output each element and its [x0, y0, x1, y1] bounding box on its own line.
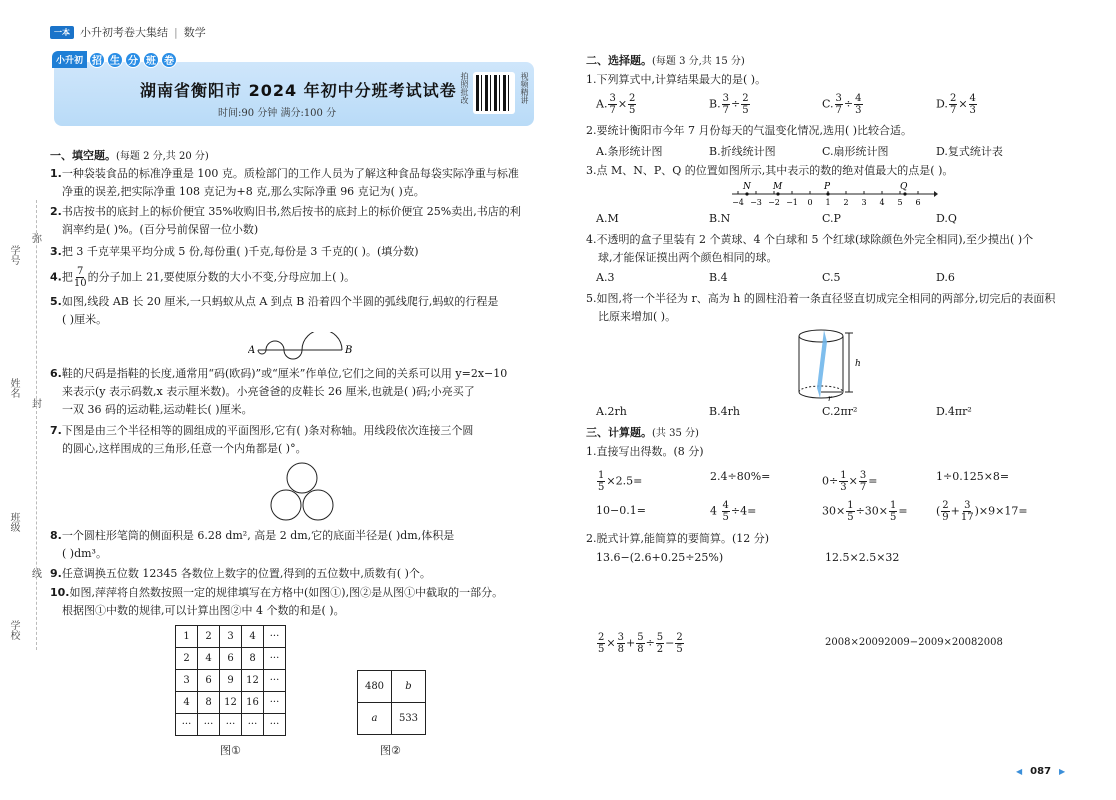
calc-item: 4 $\frac{4}{5}$ ÷4=	[710, 500, 757, 523]
question-7: 7.下图是由三个半径相等的圆组成的平面图形,它有( )条对称轴。用线段依次连接三个圆 的圆心,这样围成的三角形,任意一个内角都是( )°。	[50, 424, 474, 455]
tag-char: 生	[107, 52, 123, 68]
calc-item: $\frac{1}{5}$ ×2.5=	[598, 470, 643, 493]
qr-code-icon[interactable]	[473, 72, 515, 114]
figure1-caption: 图①	[220, 744, 241, 757]
question-10: 10.如图,萍萍将自然数按照一定的规律填写在方格中(如图①),图②是从图①中截取的一部分。 根据图①中数的规律,可以计算出图②中 4 个数的和是( )。	[50, 586, 504, 617]
tag-char: 分	[125, 52, 141, 68]
svg-text:Q: Q	[900, 182, 908, 192]
prev-page-icon[interactable]: ◀	[1016, 767, 1023, 776]
margin-class: 班级	[8, 512, 19, 532]
question-3: 3.把 3 千克苹果平均分成 5 份,每份重( )千克,每份是 3 千克的( )。(填分数)	[50, 245, 419, 258]
margin-name: 姓名	[8, 378, 19, 398]
subject-label: 数学	[183, 26, 206, 39]
svg-text:A: A	[248, 345, 256, 356]
divider: |	[174, 25, 178, 39]
calc-part1-heading: 1.直接写出得数。(8 分)	[586, 445, 704, 458]
calc-item: ( $\frac{2}{9}$ + $\frac{3}{17}$ )×9×17=	[936, 500, 1028, 523]
choice-option-a[interactable]: A. $\frac{3}{7}$ × $\frac{2}{5}$	[596, 93, 636, 116]
series-header	[50, 24, 206, 40]
section3-heading: 三、计算题。(共 35 分)	[586, 426, 699, 439]
svg-text:−4: −4	[732, 198, 744, 207]
choice-option-c[interactable]: C.5	[822, 271, 841, 284]
svg-text:3: 3	[861, 198, 867, 207]
calc-item: 1÷0.125×8=	[936, 470, 1010, 483]
svg-text:−1: −1	[786, 198, 798, 207]
qr-right-caption: 视频精讲	[520, 72, 529, 104]
choice-option-d[interactable]: D.Q	[936, 212, 957, 225]
choice-option-c[interactable]: C.P	[822, 212, 841, 225]
seal-mark: 线	[32, 569, 42, 580]
section1-heading: 一、填空题。(每题 2 分,共 20 分)	[50, 149, 209, 162]
svg-text:B: B	[345, 345, 353, 356]
cylinder-cut-figure	[798, 328, 868, 404]
calc-item: 0÷ $\frac{1}{3}$ × $\frac{3}{7}$ =	[822, 470, 878, 493]
semicircle-path-figure	[248, 332, 358, 368]
question-1: 1.一种袋装食品的标准净重是 100 克。质检部门的工作人员为了解这种食品每袋实际净重与标准 净重的误差,把实际净重 108 克记为+8 克,那么实际净重 96 克记为( )克。	[50, 167, 519, 198]
question-5: 5.如图,线段 AB 长 20 厘米,一只蚂蚁从点 A 到点 B 沿着四个半圆的弧线爬行,蚂蚁的行程是 ( )厘米。	[50, 295, 499, 326]
calc-item: 2008×20092009−2009×20082008	[825, 637, 1003, 648]
choice-option-d[interactable]: D. $\frac{2}{7}$ × $\frac{4}{3}$	[936, 93, 976, 116]
choice-option-c[interactable]: C.2πr²	[822, 405, 858, 418]
svg-text:P: P	[824, 182, 831, 192]
svg-text:−2: −2	[768, 198, 780, 207]
number-grid-figure2: 480 b a 533	[357, 670, 426, 735]
choice-question-3: 3.点 M、N、P、Q 的位置如图所示,其中表示的数的绝对值最大的点是( )。	[586, 164, 954, 177]
calc-item: $\frac{2}{5}$ × $\frac{3}{8}$ + $\frac{5}{8}$ ÷ $\frac{5}{2}$ − $\frac{2}{5}$	[598, 632, 683, 655]
seal-line	[36, 200, 37, 650]
choice-option-c[interactable]: C. $\frac{3}{7}$ ÷ $\frac{4}{3}$	[822, 93, 862, 116]
choice-option-b[interactable]: B.4	[709, 271, 728, 284]
choice-option-b[interactable]: B. $\frac{3}{7}$ ÷ $\frac{2}{5}$	[709, 93, 749, 116]
svg-text:h: h	[855, 359, 861, 369]
choice-option-b[interactable]: B.折线统计图	[709, 145, 776, 158]
calc-item: 10−0.1=	[596, 504, 646, 517]
choice-option-b[interactable]: B.N	[709, 212, 731, 225]
choice-question-4: 4.不透明的盒子里装有 2 个黄球、4 个白球和 5 个红球(球除颜色外完全相同),至少摸出( )个 球,才能保证摸出两个颜色相同的球。	[586, 233, 1034, 264]
number-grid-figure1: 1 2 3 4 ··· 2 4 6 8 ··· 3 6 9 12 ··· 4 8 12 16 ··· ··· ··· ··· ··· ···	[175, 625, 286, 736]
three-circles-figure	[262, 462, 342, 528]
brand-logo: 一本	[50, 26, 74, 39]
choice-option-d[interactable]: D.复式统计表	[936, 145, 1003, 158]
figure2-caption: 图②	[380, 744, 401, 757]
question-2: 2.书店按书的底封上的标价便宜 35%收购旧书,然后按书的底封上的标价便宜 25%卖出,书店的利 润率约是( )%。(百分号前保留一位小数)	[50, 205, 521, 236]
choice-option-d[interactable]: D.6	[936, 271, 955, 284]
choice-option-a[interactable]: A.条形统计图	[596, 145, 663, 158]
choice-question-2: 2.要统计衡阳市今年 7 月份每天的气温变化情况,选用( )比较合适。	[586, 124, 913, 137]
svg-text:0: 0	[807, 198, 813, 207]
svg-text:M: M	[773, 182, 783, 192]
question-9: 9.任意调换五位数 12345 各数位上数字的位置,得到的五位数中,质数有( )个。	[50, 567, 431, 580]
svg-text:4: 4	[879, 198, 885, 207]
tag-prefix: 小升初	[52, 51, 87, 68]
choice-question-5: 5.如图,将一个半径为 r、高为 h 的圆柱沿着一条直径竖直切成完全相同的两部分,切完后的表面积 比原来增加( )。	[586, 292, 1056, 323]
calc-item: 12.5×2.5×32	[825, 551, 900, 564]
calc-item: 30× $\frac{1}{5}$ ÷30× $\frac{1}{5}$ =	[822, 500, 908, 523]
choice-option-a[interactable]: A.2rh	[596, 405, 627, 418]
svg-text:N: N	[743, 182, 751, 192]
section2-heading: 二、选择题。(每题 3 分,共 15 分)	[586, 54, 745, 67]
calc-item: 13.6−(2.6+0.25÷25%)	[596, 551, 724, 564]
choice-option-b[interactable]: B.4rh	[709, 405, 740, 418]
choice-option-d[interactable]: D.4πr²	[936, 405, 972, 418]
question-4: 4.把 $\frac{7}{10}$ 的分子加上 21,要使原分数的大小不变,分母应加上( )。	[50, 266, 356, 289]
question-6: 6.鞋的尺码是指鞋的长度,通常用“码(欧码)”或“厘米”作单位,它们之间的关系可以用 y=2x−10 来表示(y 表示码数,x 表示厘米数)。小亮爸爸的皮鞋长 26 厘米,也就是( )码;小亮买了 一双 36 码的运动鞋,运动鞋长( )厘米。	[50, 367, 508, 416]
svg-text:6: 6	[915, 198, 921, 207]
choice-option-a[interactable]: A.3	[596, 271, 615, 284]
next-page-icon[interactable]: ▶	[1059, 767, 1066, 776]
svg-text:2: 2	[843, 198, 849, 207]
tag-char: 卷	[161, 52, 177, 68]
tag-char: 班	[143, 52, 159, 68]
seal-mark: 弥	[32, 234, 42, 245]
tag-char: 招	[89, 52, 105, 68]
svg-text:1: 1	[825, 198, 831, 207]
qr-left-caption: 拍照批改	[460, 72, 469, 104]
question-8: 8.一个圆柱形笔筒的侧面积是 6.28 dm², 高是 2 dm,它的底面半径是( )dm,体积是 ( )dm³。	[50, 529, 455, 560]
page-number: ◀ 087 ▶	[1016, 766, 1066, 777]
choice-question-1: 1.下列算式中,计算结果最大的是( )。	[586, 73, 767, 86]
choice-option-c[interactable]: C.扇形统计图	[822, 145, 889, 158]
number-line-figure	[728, 180, 938, 212]
exam-subtitle: 时间:90 分钟 满分:100 分	[218, 108, 337, 119]
banner-tag	[52, 51, 177, 68]
exam-title: 湖南省衡阳市 2024 年初中分班考试试卷	[140, 81, 457, 100]
choice-option-a[interactable]: A.M	[596, 212, 619, 225]
calc-part2-heading: 2.脱式计算,能简算的要简算。(12 分)	[586, 532, 770, 545]
svg-text:r: r	[828, 394, 832, 403]
svg-text:5: 5	[897, 198, 903, 207]
margin-school: 学校	[8, 620, 19, 640]
seal-mark: 封	[32, 399, 42, 410]
svg-text:−3: −3	[750, 198, 762, 207]
margin-student-id: 学号	[8, 245, 19, 265]
calc-item: 2.4÷80%=	[710, 470, 771, 483]
series-title: 小升初考卷大集结	[80, 26, 168, 39]
